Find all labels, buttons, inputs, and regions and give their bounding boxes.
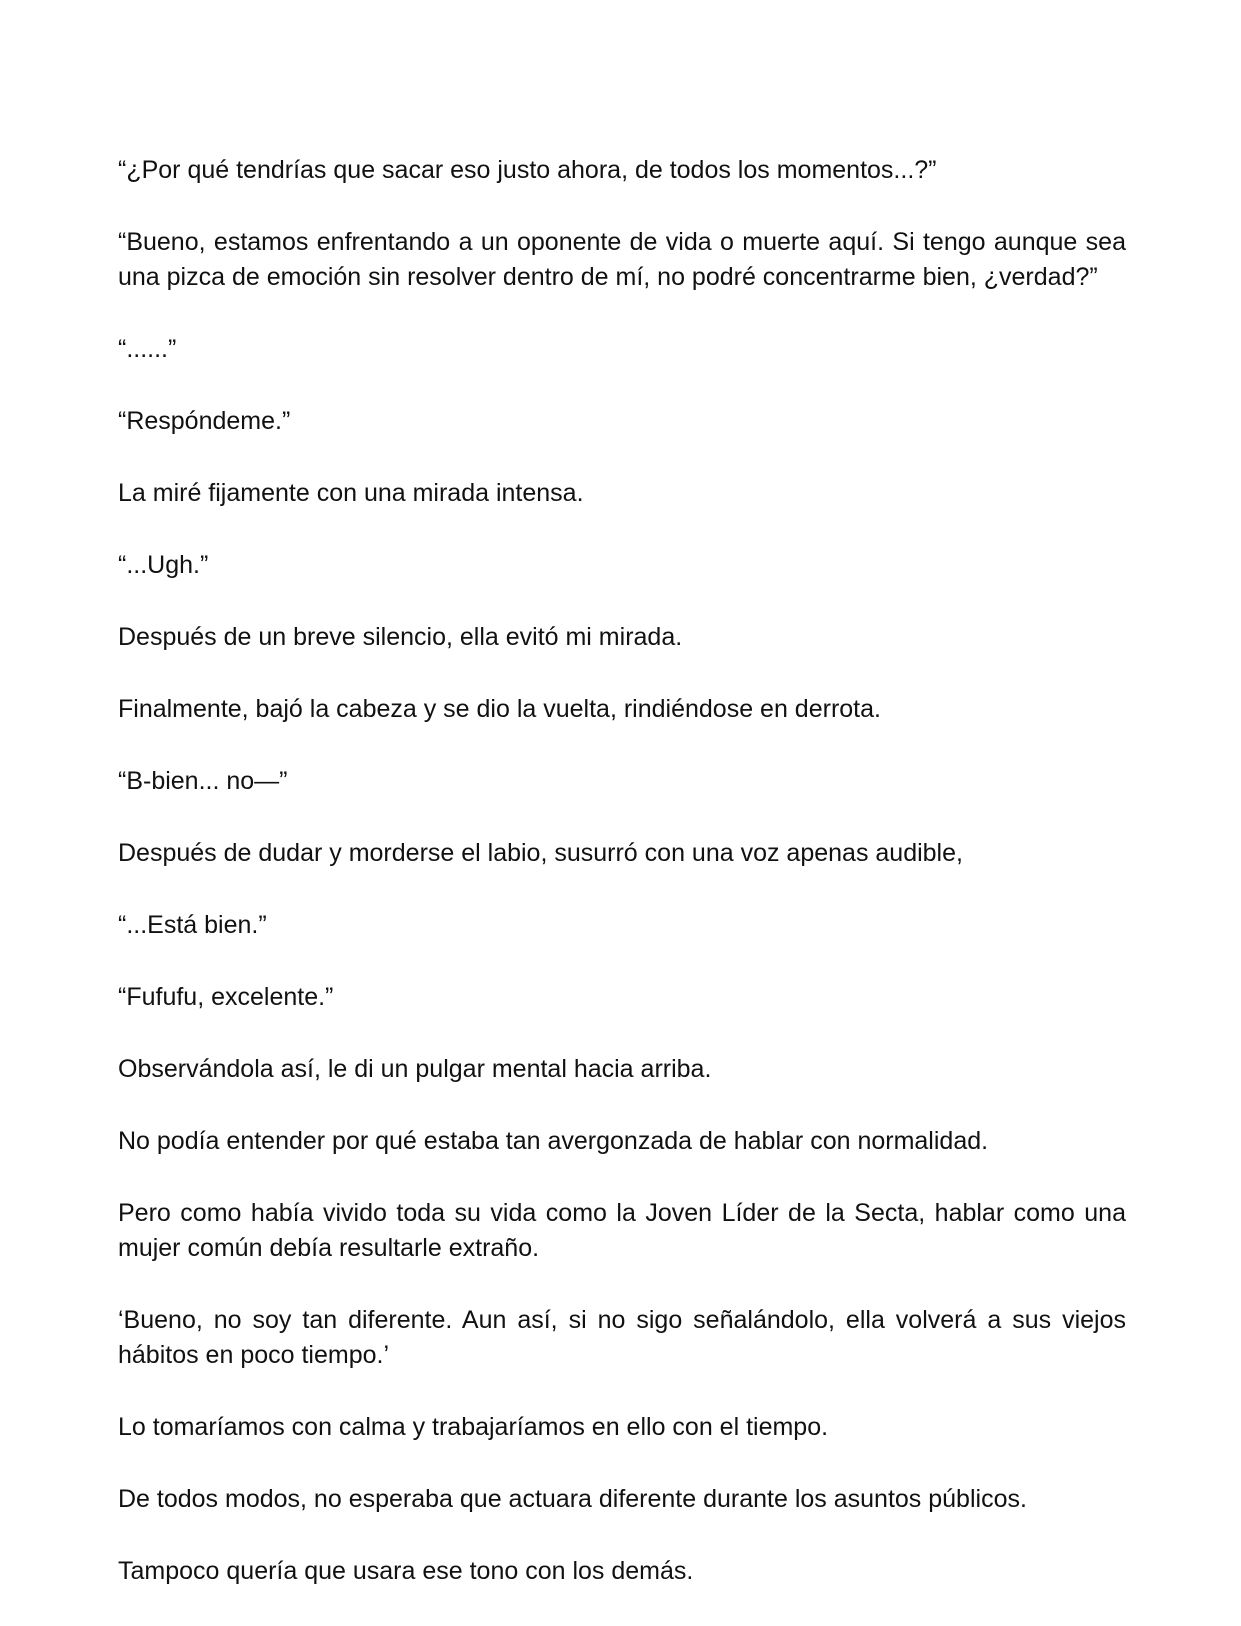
- paragraph-dialogue: “...Ugh.”: [118, 551, 209, 579]
- paragraph-dialogue: “¿Por qué tendrías que sacar eso justo ahora, de todos los momentos...?”: [118, 156, 937, 184]
- paragraph-dialogue: “Bueno, estamos enfrentando a un oponente de vida o muerte aquí. Si tengo aunque sea una pizca de emoción sin resolver dentro de mí, no podré concentrarme bien, ¿verdad?”: [118, 228, 1126, 291]
- paragraph-narration: Observándola así, le di un pulgar mental hacia arriba.: [118, 1055, 712, 1083]
- paragraph-dialogue: “B-bien... no—”: [118, 767, 288, 795]
- paragraph-narration: Tampoco quería que usara ese tono con los demás.: [118, 1557, 694, 1585]
- paragraph-dialogue: “Respóndeme.”: [118, 407, 291, 435]
- paragraph-narration: Después de un breve silencio, ella evitó mi mirada.: [118, 623, 683, 651]
- paragraph-narration: Lo tomaríamos con calma y trabajaríamos en ello con el tiempo.: [118, 1413, 829, 1441]
- paragraph-narration: Después de dudar y morderse el labio, susurró con una voz apenas audible,: [118, 839, 963, 867]
- document-body: [118, 153, 1126, 1626]
- paragraph-dialogue: “......”: [118, 335, 177, 363]
- paragraph-narration: Finalmente, bajó la cabeza y se dio la vuelta, rindiéndose en derrota.: [118, 695, 881, 723]
- paragraph-narration: La miré fijamente con una mirada intensa.: [118, 479, 584, 507]
- paragraph-thought: ‘Bueno, no soy tan diferente. Aun así, si no sigo señalándolo, ella volverá a sus viejos hábitos en poco tiempo.’: [118, 1306, 1126, 1369]
- paragraph-narration: No podía entender por qué estaba tan avergonzada de hablar con normalidad.: [118, 1127, 989, 1155]
- paragraph-narration: Pero como había vivido toda su vida como la Joven Líder de la Secta, hablar como una mujer común debía resultarle extraño.: [118, 1199, 1126, 1262]
- paragraph-dialogue: “...Está bien.”: [118, 911, 267, 939]
- paragraph-narration: De todos modos, no esperaba que actuara diferente durante los asuntos públicos.: [118, 1485, 1027, 1513]
- paragraph-dialogue: “Fufufu, excelente.”: [118, 983, 334, 1011]
